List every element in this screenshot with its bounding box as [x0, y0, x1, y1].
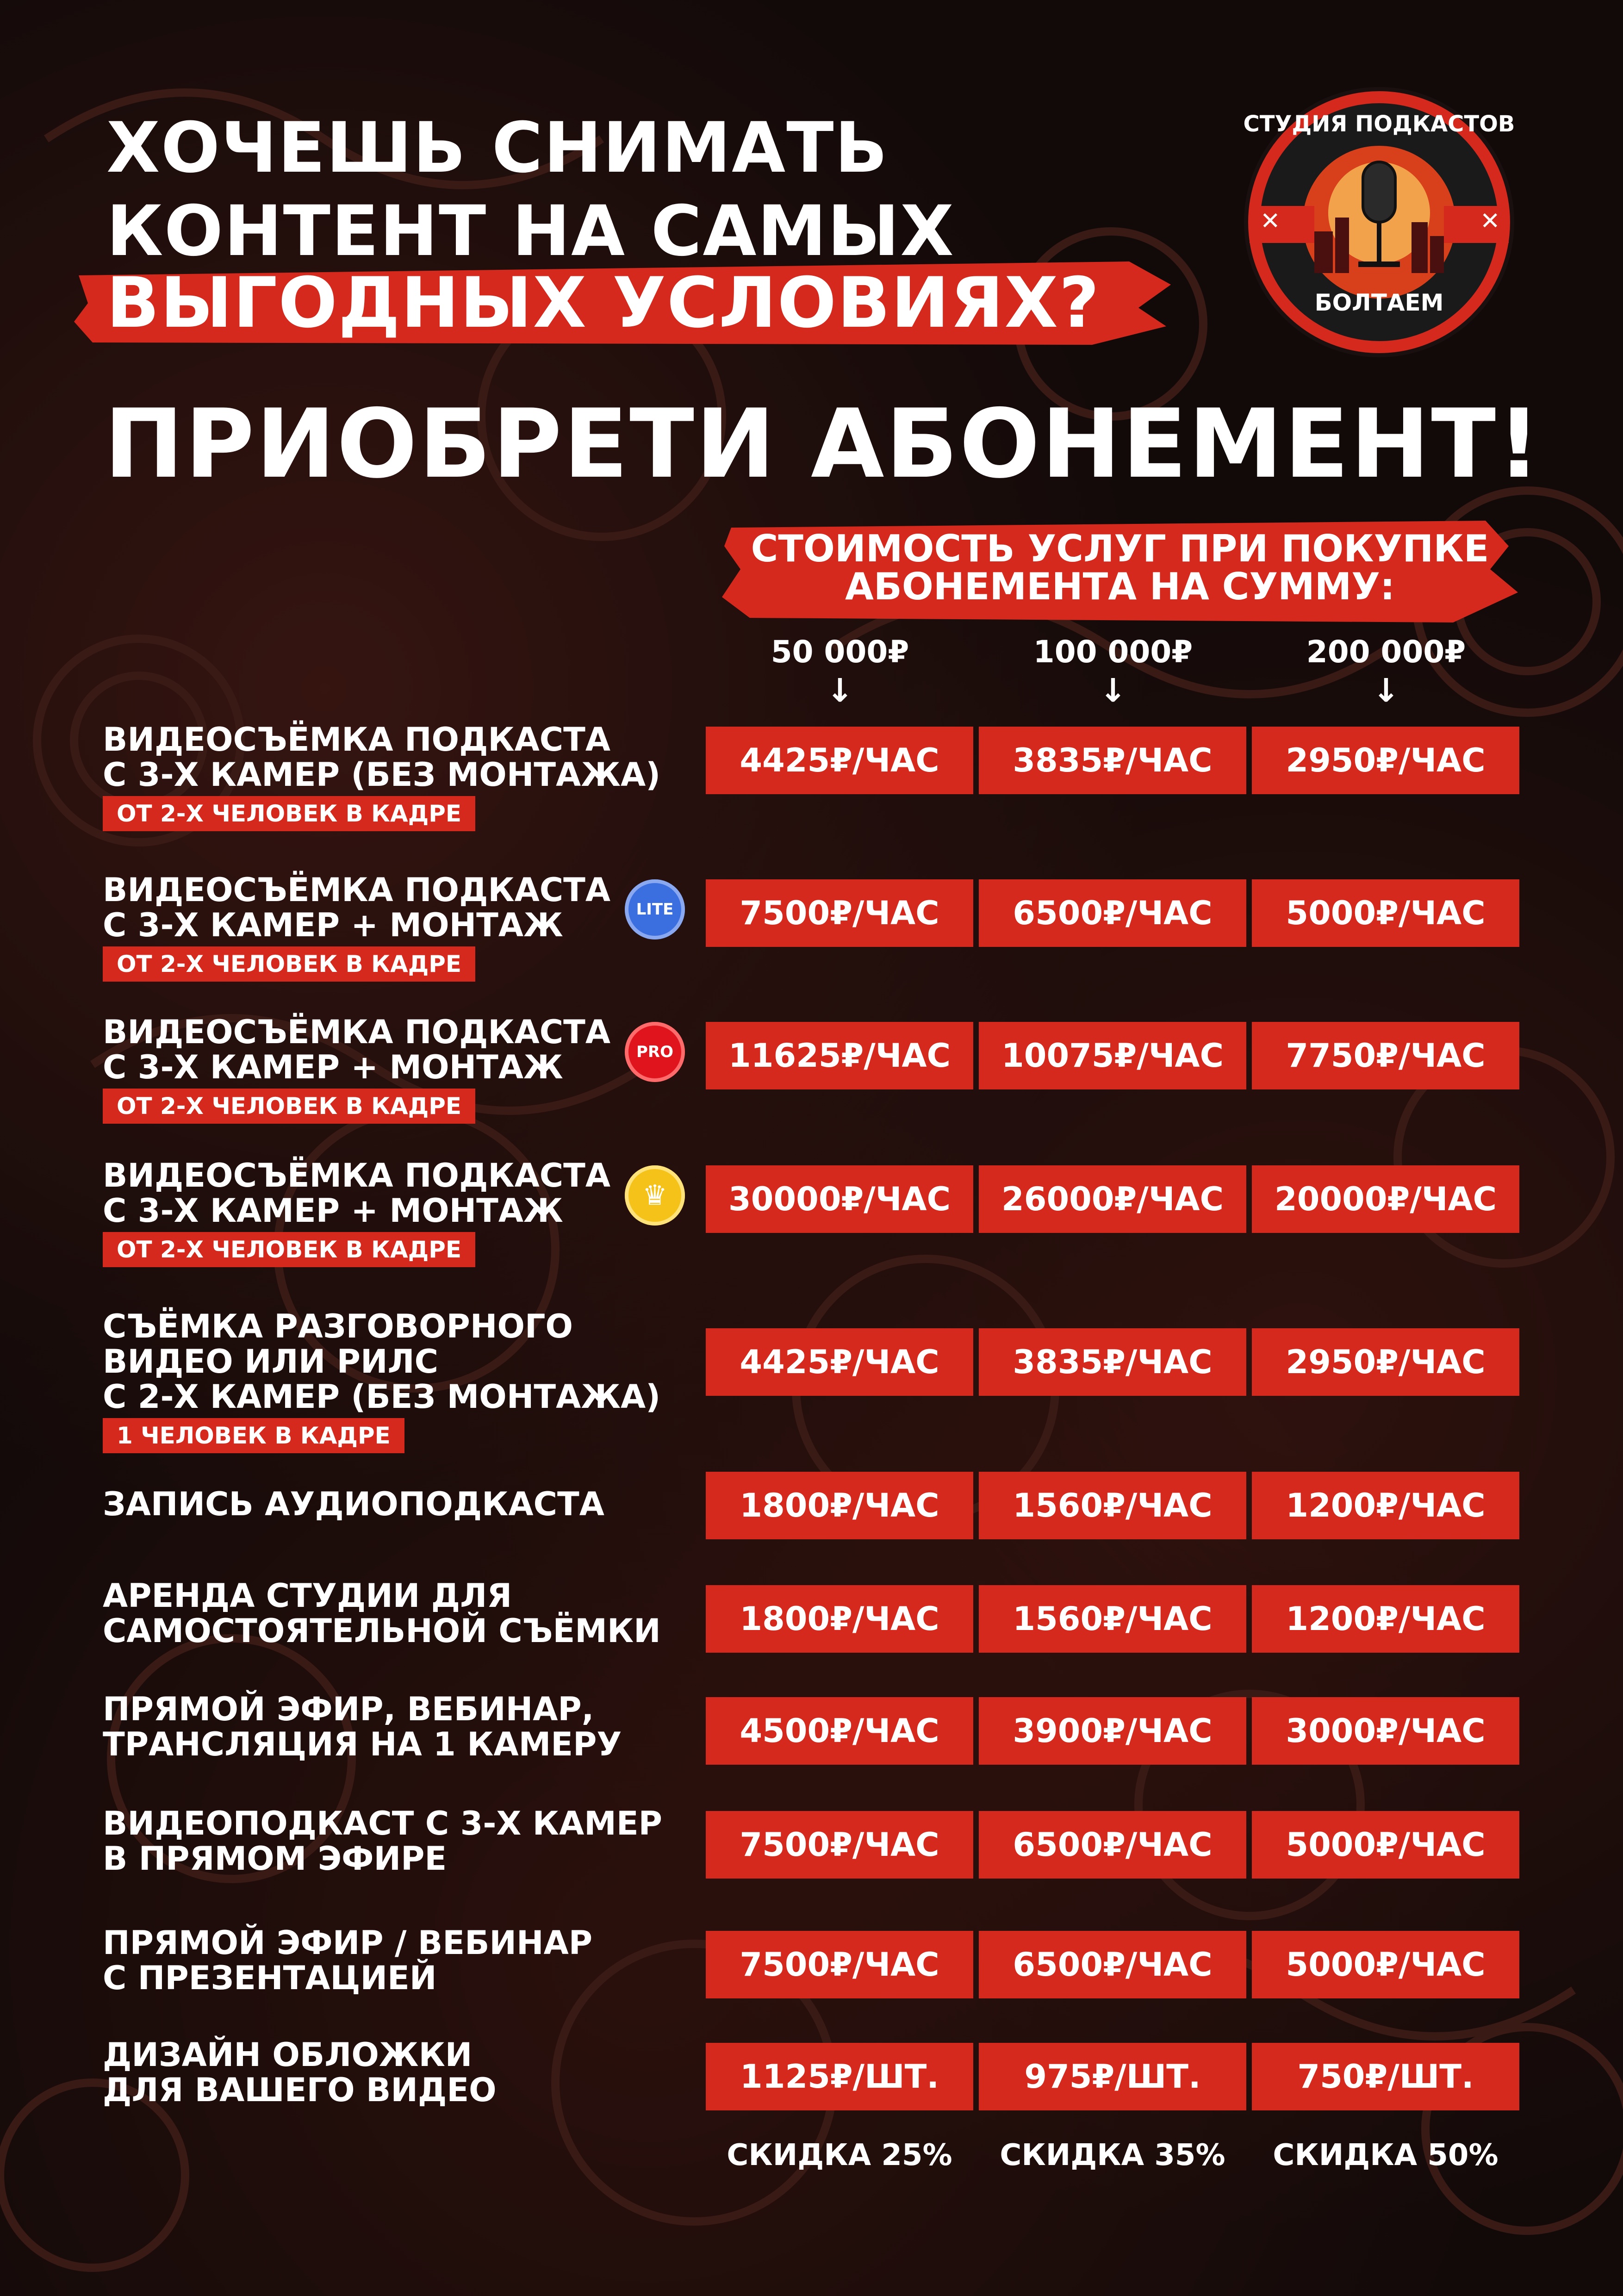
- price-header-line-2: АБОНЕМЕНТА НА СУММУ:: [845, 565, 1395, 608]
- headline: [106, 106, 1217, 273]
- service-name: ДЛЯ ВАШЕГО ВИДЕО: [103, 2071, 497, 2109]
- service-row-label: [103, 1309, 704, 1453]
- service-row-label: [103, 1692, 704, 1762]
- price-cell: 7500₽/ЧАС: [706, 1931, 973, 1998]
- service-name: ВИДЕОСЪЁМКА ПОДКАСТА: [103, 871, 611, 909]
- price-cell: 4425₽/ЧАС: [706, 727, 973, 794]
- price-cell: 1200₽/ЧАС: [1252, 1585, 1519, 1653]
- service-name: СЪЁМКА РАЗГОВОРНОГО: [103, 1307, 573, 1345]
- price-cell: 6500₽/ЧАС: [979, 1811, 1246, 1879]
- service-row-label: [103, 1487, 704, 1522]
- logo-cross-right-icon: ✕: [1480, 207, 1500, 235]
- price-cell: 7750₽/ЧАС: [1252, 1022, 1519, 1089]
- price-cell: 6500₽/ЧАС: [979, 1931, 1246, 1998]
- crown-icon: ♛: [625, 1165, 685, 1226]
- tier-header: [706, 634, 974, 711]
- arrow-down-icon: ↓: [1372, 672, 1400, 709]
- price-cell: 3835₽/ЧАС: [979, 1328, 1246, 1396]
- tier-header: [1252, 634, 1520, 711]
- service-name: С 3-Х КАМЕР + МОНТАЖ: [103, 1192, 563, 1230]
- service-name: ВИДЕОСЪЁМКА ПОДКАСТА: [103, 1013, 611, 1051]
- arrow-down-icon: ↓: [826, 672, 854, 709]
- service-name: С 3-Х КАМЕР + МОНТАЖ: [103, 906, 563, 944]
- service-name: ЗАПИСЬ АУДИОПОДКАСТА: [103, 1485, 604, 1523]
- price-cell: 7500₽/ЧАС: [706, 879, 973, 947]
- headline-line-2: КОНТЕНТ НА САМЫХ: [106, 191, 955, 272]
- price-cell: 4500₽/ЧАС: [706, 1697, 973, 1765]
- service-name: ВИДЕОПОДКАСТ С 3-Х КАМЕР: [103, 1804, 662, 1842]
- tier-amount: 50 000₽: [771, 634, 909, 670]
- discount-label: СКИДКА 35%: [1000, 2138, 1225, 2172]
- service-name: АРЕНДА СТУДИИ ДЛЯ: [103, 1577, 512, 1615]
- tier-amount: 200 000₽: [1306, 634, 1466, 670]
- price-cell: 975₽/ШТ.: [979, 2043, 1246, 2110]
- price-header-line-1: СТОИМОСТЬ УСЛУГ ПРИ ПОКУПКЕ: [751, 527, 1489, 570]
- price-cell: 3835₽/ЧАС: [979, 727, 1246, 794]
- price-cell: 2950₽/ЧАС: [1252, 727, 1519, 794]
- service-name: С ПРЕЗЕНТАЦИЕЙ: [103, 1959, 437, 1997]
- service-name: ПРЯМОЙ ЭФИР, ВЕБИНАР,: [103, 1690, 594, 1728]
- service-row-label: [103, 872, 704, 982]
- main-call-to-action: ПРИОБРЕТИ АБОНЕМЕНТ!: [104, 389, 1542, 499]
- price-cell: 20000₽/ЧАС: [1252, 1165, 1519, 1233]
- people-count-tag: 1 ЧЕЛОВЕК В КАДРЕ: [103, 1418, 404, 1453]
- logo-top-text: СТУДИЯ ПОДКАСТОВ: [1243, 111, 1515, 137]
- service-name: ВИДЕО ИЛИ РИЛС: [103, 1343, 439, 1381]
- studio-logo: [1240, 83, 1518, 361]
- price-cell: 1560₽/ЧАС: [979, 1585, 1246, 1653]
- people-count-tag: ОТ 2-Х ЧЕЛОВЕК В КАДРЕ: [103, 946, 475, 982]
- service-row-label: [103, 1158, 704, 1267]
- service-name: ДИЗАЙН ОБЛОЖКИ: [103, 2036, 473, 2074]
- discount-label: СКИДКА 25%: [727, 2138, 952, 2172]
- price-cell: 7500₽/ЧАС: [706, 1811, 973, 1879]
- service-row-label: [103, 1925, 704, 1996]
- headline-line-3: ВЫГОДНЫХ УСЛОВИЯХ?: [106, 263, 1101, 343]
- pro-badge: PRO: [625, 1022, 685, 1082]
- service-name: ВИДЕОСЪЁМКА ПОДКАСТА: [103, 1157, 611, 1195]
- headline-line-1: ХОЧЕШЬ СНИМАТЬ: [106, 108, 889, 188]
- discount-label: СКИДКА 50%: [1273, 2138, 1499, 2172]
- price-cell: 1125₽/ШТ.: [706, 2043, 973, 2110]
- price-cell: 750₽/ШТ.: [1252, 2043, 1519, 2110]
- price-cell: 6500₽/ЧАС: [979, 879, 1246, 947]
- service-name: С 3-Х КАМЕР + МОНТАЖ: [103, 1048, 563, 1086]
- service-name: ВИДЕОСЪЁМКА ПОДКАСТА: [103, 721, 611, 759]
- service-name: С 3-Х КАМЕР (БЕЗ МОНТАЖА): [103, 756, 661, 794]
- price-cell: 5000₽/ЧАС: [1252, 1931, 1519, 1998]
- service-row-label: [103, 722, 704, 831]
- price-cell: 10075₽/ЧАС: [979, 1022, 1246, 1089]
- price-header: [722, 527, 1518, 608]
- price-cell: 1200₽/ЧАС: [1252, 1472, 1519, 1539]
- service-name: САМОСТОЯТЕЛЬНОЙ СЪЁМКИ: [103, 1612, 661, 1650]
- price-cell: 1560₽/ЧАС: [979, 1472, 1246, 1539]
- price-cell: 3000₽/ЧАС: [1252, 1697, 1519, 1765]
- tier-header: [979, 634, 1247, 711]
- logo-cross-left-icon: ✕: [1260, 207, 1281, 235]
- service-row-label: [103, 1806, 704, 1876]
- service-row-label: [103, 1014, 704, 1124]
- lite-badge: LITE: [625, 879, 685, 940]
- people-count-tag: ОТ 2-Х ЧЕЛОВЕК В КАДРЕ: [103, 1232, 475, 1267]
- arrow-down-icon: ↓: [1099, 672, 1127, 709]
- service-name: В ПРЯМОМ ЭФИРЕ: [103, 1840, 447, 1878]
- price-cell: 4425₽/ЧАС: [706, 1328, 973, 1396]
- service-name: ТРАНСЛЯЦИЯ НА 1 КАМЕРУ: [103, 1725, 622, 1763]
- people-count-tag: ОТ 2-Х ЧЕЛОВЕК В КАДРЕ: [103, 1089, 475, 1124]
- tier-amount: 100 000₽: [1033, 634, 1193, 670]
- service-name: С 2-Х КАМЕР (БЕЗ МОНТАЖА): [103, 1378, 661, 1416]
- price-cell: 1800₽/ЧАС: [706, 1472, 973, 1539]
- price-cell: 11625₽/ЧАС: [706, 1022, 973, 1089]
- service-row-label: [103, 2037, 704, 2108]
- price-cell: 26000₽/ЧАС: [979, 1165, 1246, 1233]
- logo-bottom-text: БОЛТАЕМ: [1314, 289, 1444, 316]
- price-cell: 5000₽/ЧАС: [1252, 879, 1519, 947]
- service-name: ПРЯМОЙ ЭФИР / ВЕБИНАР: [103, 1924, 593, 1962]
- price-cell: 3900₽/ЧАС: [979, 1697, 1246, 1765]
- service-row-label: [103, 1578, 704, 1649]
- price-cell: 1800₽/ЧАС: [706, 1585, 973, 1653]
- price-cell: 5000₽/ЧАС: [1252, 1811, 1519, 1879]
- people-count-tag: ОТ 2-Х ЧЕЛОВЕК В КАДРЕ: [103, 796, 475, 831]
- price-cell: 30000₽/ЧАС: [706, 1165, 973, 1233]
- price-cell: 2950₽/ЧАС: [1252, 1328, 1519, 1396]
